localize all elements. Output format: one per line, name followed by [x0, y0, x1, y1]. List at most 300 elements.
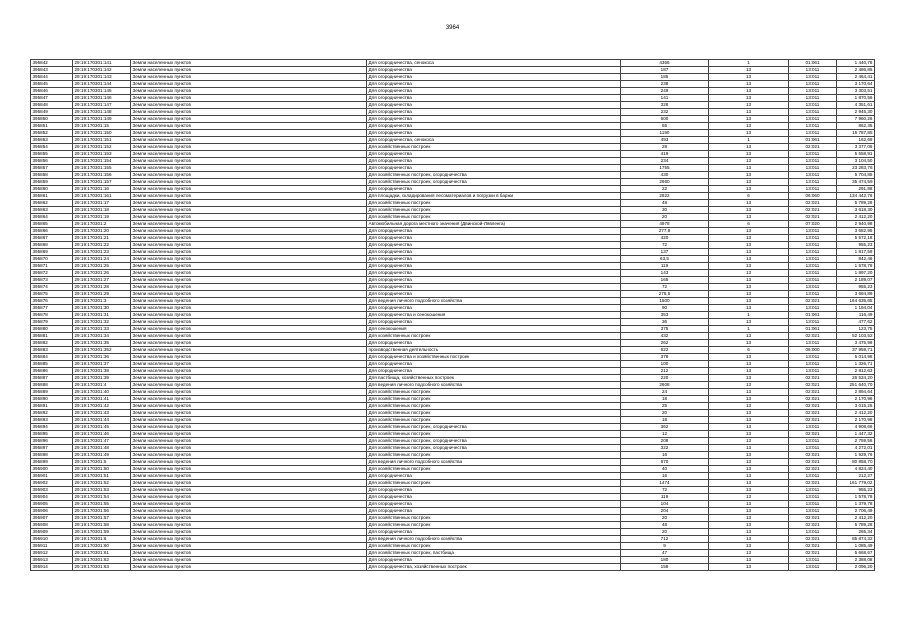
land-category-cell: Земли населенных пунктов — [131, 438, 367, 445]
row-id-cell: 395886 — [31, 368, 73, 375]
table-row — [31, 354, 875, 361]
land-category-cell: Земли населенных пунктов — [131, 424, 367, 431]
group-cell: 13 — [709, 368, 789, 375]
group-cell: 13 — [709, 88, 789, 95]
row-id-cell: 395883 — [31, 347, 73, 354]
table-row — [31, 508, 875, 515]
code-cell: 13:011 — [789, 445, 837, 452]
group-cell: 13 — [709, 67, 789, 74]
table-row — [31, 144, 875, 151]
code-cell: 13:011 — [789, 116, 837, 123]
group-cell: 13 — [709, 123, 789, 130]
land-category-cell: Земли населенных пунктов — [131, 214, 367, 221]
code-cell: 07:020 — [789, 221, 837, 228]
permitted-use-cell: Для хозяйственных построек — [367, 515, 621, 522]
area-cell: 180 — [621, 557, 709, 564]
cadastral-number-cell: 29:19:170301:50 — [73, 466, 131, 473]
cadastral-value-cell: 1 870,56 — [837, 95, 875, 102]
area-cell: 12 — [621, 431, 709, 438]
cadastral-number-cell: 29:19:170301:17 — [73, 200, 131, 207]
permitted-use-cell: Для площадки, складирования лесоматериалов и погрузки в баржи — [367, 193, 621, 200]
permitted-use-cell: Для ведения личного подсобного хозяйства — [367, 536, 621, 543]
land-category-cell: Земли населенных пунктов — [131, 256, 367, 263]
row-id-cell: 395875 — [31, 291, 73, 298]
row-id-cell: 395851 — [31, 123, 73, 130]
permitted-use-cell: Для хозяйственных построек, огородничества — [367, 445, 621, 452]
table-row — [31, 494, 875, 501]
cadastral-number-cell: 29:19:170301:60 — [73, 543, 131, 550]
area-cell: 353 — [621, 312, 709, 319]
row-id-cell: 395878 — [31, 312, 73, 319]
cadastral-value-cell: 2 812,63 — [837, 368, 875, 375]
permitted-use-cell: Для хозяйственных построек — [367, 207, 621, 214]
cadastral-value-cell: 2 170,98 — [837, 396, 875, 403]
area-cell: 143 — [621, 270, 709, 277]
table-row — [31, 557, 875, 564]
group-cell: 13 — [709, 186, 789, 193]
table-row — [31, 340, 875, 347]
group-cell: 1 — [709, 60, 789, 67]
permitted-use-cell: Для хозяйственных построек — [367, 452, 621, 459]
code-cell: 02:021 — [789, 410, 837, 417]
permitted-use-cell: Для огородничества и хозяйственных построек — [367, 354, 621, 361]
group-cell: 13 — [709, 375, 789, 382]
area-cell: 16 — [621, 452, 709, 459]
area-cell: 670 — [621, 459, 709, 466]
area-cell: 493 — [621, 137, 709, 144]
cadastral-value-cell: 2 412,20 — [837, 410, 875, 417]
code-cell: 13:011 — [789, 130, 837, 137]
cadastral-value-cell: 37 959,71 — [837, 347, 875, 354]
code-cell: 13:011 — [789, 151, 837, 158]
cadastral-number-cell: 29:19:170301:57 — [73, 515, 131, 522]
cadastral-number-cell: 29:19:170301:147 — [73, 102, 131, 109]
area-cell: 328 — [621, 102, 709, 109]
cadastral-number-cell: 29:19:170301:2 — [73, 221, 131, 228]
row-id-cell: 395909 — [31, 529, 73, 536]
row-id-cell: 395874 — [31, 284, 73, 291]
row-id-cell: 395846 — [31, 88, 73, 95]
group-cell: 13 — [709, 536, 789, 543]
land-category-cell: Земли населенных пунктов — [131, 130, 367, 137]
row-id-cell: 395844 — [31, 74, 73, 81]
group-cell: 13 — [709, 207, 789, 214]
table-row — [31, 501, 875, 508]
code-cell: 02:021 — [789, 333, 837, 340]
land-category-cell: Земли населенных пунктов — [131, 389, 367, 396]
permitted-use-cell: Для хозяйственных построек, пастбища — [367, 550, 621, 557]
code-cell: 13:011 — [789, 172, 837, 179]
table-row — [31, 550, 875, 557]
land-category-cell: Земли населенных пунктов — [131, 291, 367, 298]
cadastral-number-cell: 29:19:170301:47 — [73, 438, 131, 445]
area-cell: 72 — [621, 284, 709, 291]
area-cell: 48 — [621, 200, 709, 207]
table-row — [31, 403, 875, 410]
permitted-use-cell: Для огородничества и сенокошения — [367, 312, 621, 319]
permitted-use-cell: Для огородничества — [367, 249, 621, 256]
code-cell: 13:011 — [789, 263, 837, 270]
table-row — [31, 60, 875, 67]
permitted-use-cell: Для огородничества — [367, 242, 621, 249]
permitted-use-cell: Для огородничества — [367, 186, 621, 193]
table-row — [31, 228, 875, 235]
cadastral-value-cell: 1 379,78 — [837, 501, 875, 508]
table-row — [31, 179, 875, 186]
table-row — [31, 263, 875, 270]
table-row — [31, 515, 875, 522]
land-category-cell: Земли населенных пунктов — [131, 382, 367, 389]
code-cell: 13:011 — [789, 508, 837, 515]
table-row — [31, 312, 875, 319]
table-row — [31, 452, 875, 459]
table-row — [31, 256, 875, 263]
row-id-cell: 395891 — [31, 403, 73, 410]
table-row — [31, 480, 875, 487]
table-row — [31, 151, 875, 158]
permitted-use-cell: Для огородничества — [367, 305, 621, 312]
area-cell: 1755 — [621, 165, 709, 172]
group-cell: 13 — [709, 81, 789, 88]
group-cell: 13 — [709, 417, 789, 424]
cadastral-number-cell: 29:19:170301:38 — [73, 368, 131, 375]
group-cell: 13 — [709, 431, 789, 438]
code-cell: 13:011 — [789, 235, 837, 242]
permitted-use-cell: Для огородничества — [367, 501, 621, 508]
table-row — [31, 95, 875, 102]
area-cell: 249 — [621, 88, 709, 95]
land-category-cell: Земли населенных пунктов — [131, 529, 367, 536]
group-cell: 6 — [709, 347, 789, 354]
row-id-cell: 395862 — [31, 200, 73, 207]
code-cell: 13:011 — [789, 564, 837, 571]
permitted-use-cell: Для сенокошения — [367, 326, 621, 333]
cadastral-value-cell: 2 388,08 — [837, 557, 875, 564]
table-row — [31, 137, 875, 144]
area-cell: 420 — [621, 235, 709, 242]
cadastral-number-cell: 29:19:170301:25 — [73, 263, 131, 270]
row-id-cell: 395882 — [31, 340, 73, 347]
cadastral-value-cell: 162,69 — [837, 137, 875, 144]
table-row — [31, 207, 875, 214]
area-cell: 16 — [621, 473, 709, 480]
code-cell: 13:011 — [789, 88, 837, 95]
row-id-cell: 395857 — [31, 165, 73, 172]
permitted-use-cell: Для огородничества — [367, 88, 621, 95]
row-id-cell: 395877 — [31, 305, 73, 312]
group-cell: 13 — [709, 557, 789, 564]
land-category-cell: Земли населенных пунктов — [131, 102, 367, 109]
area-cell: 234 — [621, 158, 709, 165]
land-category-cell: Земли населенных пунктов — [131, 557, 367, 564]
row-id-cell: 395895 — [31, 431, 73, 438]
code-cell: 13:011 — [789, 424, 837, 431]
code-cell: 13:011 — [789, 487, 837, 494]
land-category-cell: Земли населенных пунктов — [131, 494, 367, 501]
table-row — [31, 193, 875, 200]
row-id-cell: 395903 — [31, 487, 73, 494]
group-cell: 13 — [709, 494, 789, 501]
permitted-use-cell: Для огородничества — [367, 473, 621, 480]
area-cell: 204 — [621, 508, 709, 515]
row-id-cell: 395905 — [31, 501, 73, 508]
permitted-use-cell: Для огородничества — [367, 116, 621, 123]
code-cell: 13:011 — [789, 529, 837, 536]
permitted-use-cell: Для огородничества — [367, 494, 621, 501]
permitted-use-cell: Для огородничества — [367, 508, 621, 515]
cadastral-number-cell: 29:19:170301:56 — [73, 508, 131, 515]
table-row — [31, 284, 875, 291]
area-cell: 119 — [621, 494, 709, 501]
code-cell: 06:000 — [789, 347, 837, 354]
row-id-cell: 395856 — [31, 158, 73, 165]
permitted-use-cell: Для хозяйственных построек — [367, 389, 621, 396]
permitted-use-cell: Для огородничества — [367, 368, 621, 375]
cadastral-value-cell: 3 618,30 — [837, 207, 875, 214]
area-cell: 2822 — [621, 193, 709, 200]
cadastral-number-cell: 29:19:170301:43 — [73, 410, 131, 417]
cadastral-value-table — [30, 59, 875, 571]
area-cell: 141 — [621, 95, 709, 102]
land-category-cell: Земли населенных пунктов — [131, 186, 367, 193]
cadastral-number-cell: 29:19:170301:55 — [73, 501, 131, 508]
row-id-cell: 395876 — [31, 298, 73, 305]
cadastral-number-cell: 29:19:170301:148 — [73, 109, 131, 116]
cadastral-number-cell: 29:19:170301:48 — [73, 445, 131, 452]
row-id-cell: 395906 — [31, 508, 73, 515]
cadastral-number-cell: 29:19:170301:145 — [73, 88, 131, 95]
cadastral-value-cell: 842,46 — [837, 256, 875, 263]
group-cell: 13 — [709, 214, 789, 221]
row-id-cell: 395861 — [31, 193, 73, 200]
group-cell: 13 — [709, 270, 789, 277]
land-category-cell: Земли населенных пунктов — [131, 151, 367, 158]
cadastral-number-cell: 29:19:170301:4 — [73, 382, 131, 389]
land-category-cell: Земли населенных пунктов — [131, 67, 367, 74]
area-cell: 63,5 — [621, 256, 709, 263]
area-cell: 40 — [621, 466, 709, 473]
group-cell: 13 — [709, 228, 789, 235]
area-cell: 72 — [621, 242, 709, 249]
cadastral-number-cell: 29:19:170301:143 — [73, 74, 131, 81]
table-row — [31, 396, 875, 403]
code-cell: 13:011 — [789, 368, 837, 375]
row-id-cell: 395868 — [31, 242, 73, 249]
row-id-cell: 395907 — [31, 515, 73, 522]
group-cell: 13 — [709, 501, 789, 508]
cadastral-value-cell: 955,23 — [837, 487, 875, 494]
area-cell: 90 — [621, 305, 709, 312]
land-category-cell: Земли населенных пунктов — [131, 452, 367, 459]
cadastral-number-cell: 29:19:170301:31 — [73, 312, 131, 319]
row-id-cell: 395859 — [31, 179, 73, 186]
permitted-use-cell: Для огородничества — [367, 81, 621, 88]
land-category-cell: Земли населенных пунктов — [131, 368, 367, 375]
table-row — [31, 298, 875, 305]
area-cell: 20 — [621, 515, 709, 522]
table-row — [31, 81, 875, 88]
cadastral-number-cell: 29:19:170301:26 — [73, 270, 131, 277]
group-cell: 13 — [709, 109, 789, 116]
area-cell: 165 — [621, 277, 709, 284]
permitted-use-cell: Для огородничества — [367, 235, 621, 242]
group-cell: 13 — [709, 473, 789, 480]
area-cell: 1474 — [621, 480, 709, 487]
cadastral-value-cell: 291,88 — [837, 186, 875, 193]
land-category-cell: Земли населенных пунктов — [131, 221, 367, 228]
cadastral-number-cell: 29:19:170301:20 — [73, 228, 131, 235]
permitted-use-cell: Для ведения личного подсобного хозяйства — [367, 298, 621, 305]
cadastral-value-cell: 2 706,49 — [837, 508, 875, 515]
land-category-cell: Земли населенных пунктов — [131, 410, 367, 417]
table-row — [31, 158, 875, 165]
table-row — [31, 305, 875, 312]
cadastral-number-cell: 29:19:170301:54 — [73, 494, 131, 501]
group-cell: 13 — [709, 452, 789, 459]
area-cell: 28 — [621, 144, 709, 151]
land-category-cell: Земли населенных пунктов — [131, 200, 367, 207]
code-cell: 13:011 — [789, 158, 837, 165]
table-row — [31, 389, 875, 396]
group-cell: 13 — [709, 305, 789, 312]
table-row — [31, 375, 875, 382]
area-cell: 185 — [621, 74, 709, 81]
table-row — [31, 242, 875, 249]
code-cell: 02:021 — [789, 298, 837, 305]
table-row — [31, 361, 875, 368]
cadastral-number-cell: 29:19:170301:29 — [73, 291, 131, 298]
code-cell: 02:021 — [789, 375, 837, 382]
permitted-use-cell: производственная деятельность — [367, 347, 621, 354]
table-row — [31, 249, 875, 256]
area-cell: 262 — [621, 340, 709, 347]
code-cell: 06:060 — [789, 193, 837, 200]
land-category-cell: Земли населенных пунктов — [131, 459, 367, 466]
table-row — [31, 459, 875, 466]
area-cell: 212 — [621, 368, 709, 375]
land-category-cell: Земли населенных пунктов — [131, 340, 367, 347]
group-cell: 13 — [709, 508, 789, 515]
page-number: 3964 — [445, 25, 460, 31]
cadastral-number-cell: 29:19:170301:154 — [73, 158, 131, 165]
cadastral-value-cell: 134 442,76 — [837, 193, 875, 200]
permitted-use-cell: Для хозяйственных построек, огородничества — [367, 179, 621, 186]
group-cell: 13 — [709, 249, 789, 256]
cadastral-value-cell: 35 474,59 — [837, 179, 875, 186]
cadastral-value-cell: 1 447,32 — [837, 431, 875, 438]
cadastral-number-cell: 29:19:170301:58 — [73, 522, 131, 529]
cadastral-number-cell: 29:19:170301:6 — [73, 536, 131, 543]
cadastral-value-cell: 1 578,78 — [837, 263, 875, 270]
area-cell: 72 — [621, 487, 709, 494]
code-cell: 02:021 — [789, 389, 837, 396]
land-category-cell: Земли населенных пунктов — [131, 564, 367, 571]
cadastral-value-cell: 251 640,70 — [837, 382, 875, 389]
permitted-use-cell: Для огородничества — [367, 263, 621, 270]
land-category-cell: Земли населенных пунктов — [131, 347, 367, 354]
permitted-use-cell: Для огородничества — [367, 256, 621, 263]
table-row — [31, 270, 875, 277]
cadastral-value-cell: 1 817,59 — [837, 249, 875, 256]
row-id-cell: 395914 — [31, 564, 73, 571]
land-category-cell: Земли населенных пунктов — [131, 277, 367, 284]
permitted-use-cell: Для ведения личного подсобного хозяйства — [367, 382, 621, 389]
area-cell: 2608 — [621, 382, 709, 389]
land-category-cell: Земли населенных пунктов — [131, 235, 367, 242]
land-category-cell: Земли населенных пунктов — [131, 515, 367, 522]
cadastral-value-cell: 2 189,07 — [837, 277, 875, 284]
cadastral-number-cell: 29:19:170301:44 — [73, 417, 131, 424]
permitted-use-cell: Для огородничества — [367, 340, 621, 347]
code-cell: 13:011 — [789, 186, 837, 193]
cadastral-number-cell: 29:19:170301:30 — [73, 305, 131, 312]
table-row — [31, 410, 875, 417]
area-cell: 375 — [621, 326, 709, 333]
group-cell: 13 — [709, 424, 789, 431]
land-category-cell: Земли населенных пунктов — [131, 116, 367, 123]
area-cell: 25 — [621, 403, 709, 410]
cadastral-value-cell: 1 194,04 — [837, 305, 875, 312]
land-category-cell: Земли населенных пунктов — [131, 81, 367, 88]
cadastral-number-cell: 29:19:170301:15 — [73, 123, 131, 130]
area-cell: 137 — [621, 249, 709, 256]
permitted-use-cell: Для огородничества — [367, 158, 621, 165]
area-cell: 20 — [621, 410, 709, 417]
code-cell: 13:011 — [789, 67, 837, 74]
permitted-use-cell: Для хозяйственных построек — [367, 410, 621, 417]
area-cell: 238 — [621, 81, 709, 88]
code-cell: 02:021 — [789, 550, 837, 557]
group-cell: 13 — [709, 515, 789, 522]
area-cell: 47 — [621, 550, 709, 557]
group-cell: 13 — [709, 396, 789, 403]
code-cell: 02:021 — [789, 536, 837, 543]
row-id-cell: 395850 — [31, 116, 73, 123]
code-cell: 13:011 — [789, 165, 837, 172]
cadastral-number-cell: 29:19:170301:40 — [73, 389, 131, 396]
group-cell: 13 — [709, 102, 789, 109]
cadastral-number-cell: 29:19:170301:152 — [73, 144, 131, 151]
code-cell: 13:011 — [789, 494, 837, 501]
area-cell: 20 — [621, 214, 709, 221]
permitted-use-cell: Для огородничества — [367, 102, 621, 109]
land-category-cell: Земли населенных пунктов — [131, 375, 367, 382]
area-cell: 4366 — [621, 60, 709, 67]
cadastral-value-cell: 2 412,20 — [837, 214, 875, 221]
code-cell: 13:011 — [789, 270, 837, 277]
group-cell: 13 — [709, 74, 789, 81]
cadastral-value-cell: 5 789,28 — [837, 200, 875, 207]
cadastral-value-cell: 26 534,20 — [837, 375, 875, 382]
row-id-cell: 395843 — [31, 67, 73, 74]
cadastral-value-cell: 3 694,89 — [837, 291, 875, 298]
permitted-use-cell: Для огородничества — [367, 165, 621, 172]
permitted-use-cell: Автомобильная дорога местного значения (Двинской-Лявленга) — [367, 221, 621, 228]
group-cell: 6 — [709, 193, 789, 200]
code-cell: 02:021 — [789, 403, 837, 410]
permitted-use-cell: Для хозяйственных построек — [367, 431, 621, 438]
row-id-cell: 395910 — [31, 536, 73, 543]
table-row — [31, 466, 875, 473]
row-id-cell: 395855 — [31, 151, 73, 158]
permitted-use-cell: Для огородничества — [367, 284, 621, 291]
table-row — [31, 88, 875, 95]
land-category-cell: Земли населенных пунктов — [131, 165, 367, 172]
cadastral-number-cell: 29:19:170301:32 — [73, 319, 131, 326]
cadastral-value-cell: 5 704,85 — [837, 172, 875, 179]
permitted-use-cell: Для огородничества — [367, 228, 621, 235]
code-cell: 13:011 — [789, 354, 837, 361]
